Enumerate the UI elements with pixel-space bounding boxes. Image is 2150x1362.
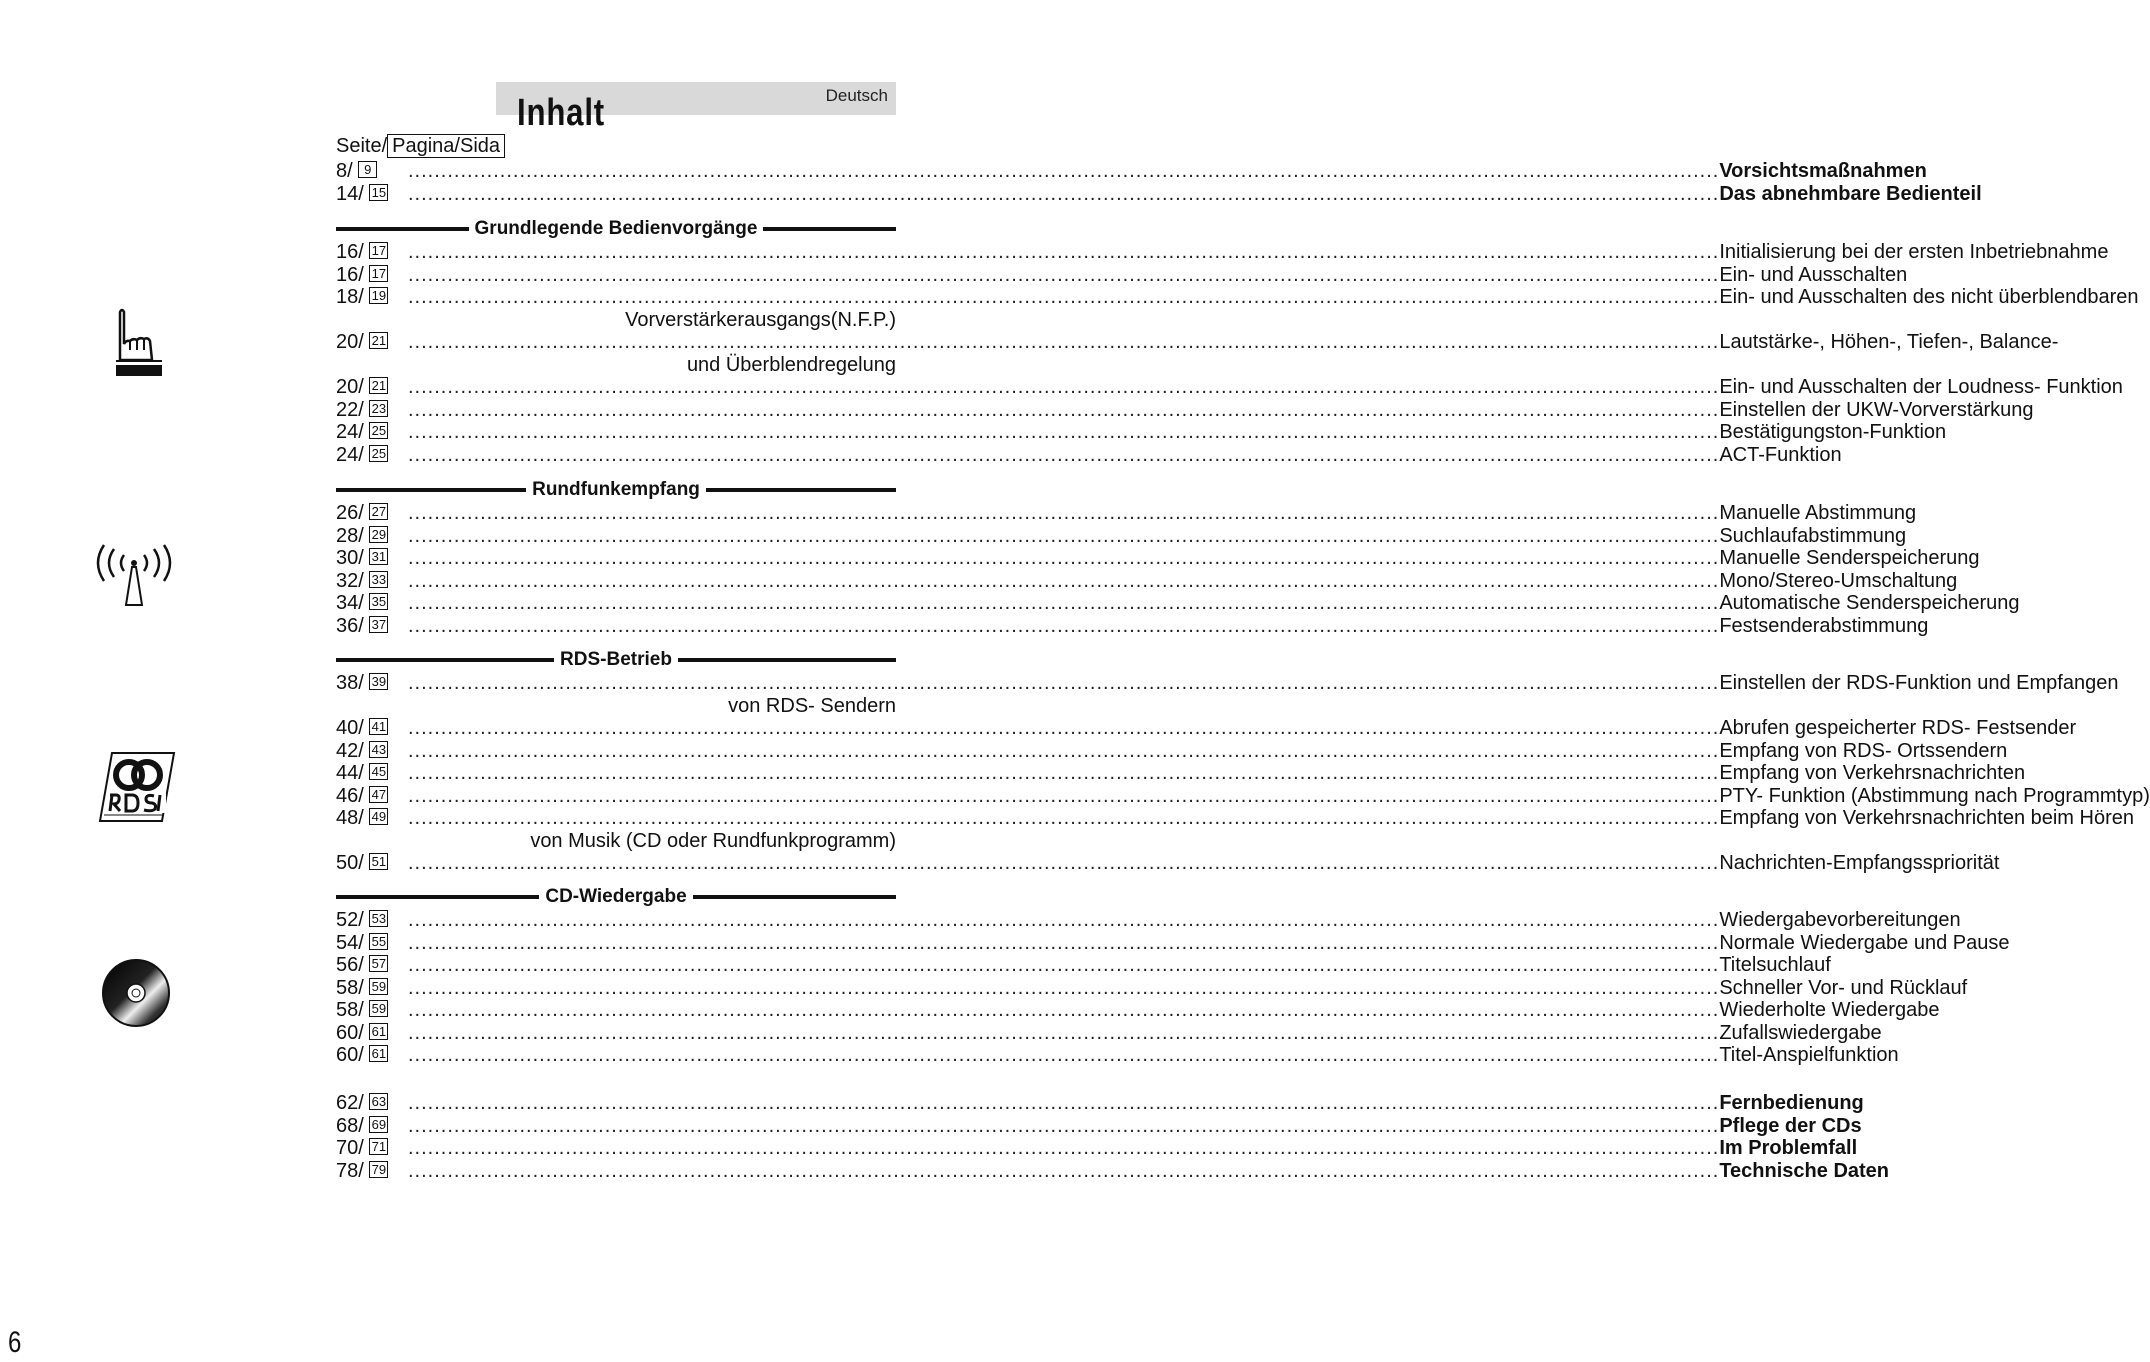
toc-page: 58/ — [336, 976, 364, 999]
toc-entry[interactable] — [336, 852, 2000, 875]
toc-title: Empfang von RDS- Ortssendern — [1719, 739, 2008, 762]
toc-page-ref — [336, 1044, 388, 1067]
toc-leader-dots: ........................................................................................................................................................................................................ — [408, 524, 1720, 547]
toc-entry[interactable] — [336, 909, 1961, 932]
toc-entry[interactable] — [336, 1159, 1890, 1183]
toc-leader-dots: ........................................................................................................................................................................................................ — [408, 1044, 1720, 1066]
toc-page: 18/ — [336, 286, 364, 308]
toc-leader-dots: ........................................................................................................................................................................................................ — [408, 717, 1720, 739]
toc-title: Das abnehmbare Bedienteil — [1719, 182, 1982, 205]
toc-title-continuation: von RDS- Sendern — [728, 694, 896, 717]
toc-entry[interactable] — [336, 160, 1927, 183]
section-heading — [336, 217, 896, 240]
toc-entry-continuation — [336, 354, 896, 377]
toc-leader-dots: ........................................................................................................................................................................................................ — [408, 182, 1720, 205]
toc-entry[interactable] — [336, 717, 2077, 740]
toc-page-ref — [336, 954, 388, 977]
toc-page-box: 27 — [369, 503, 388, 520]
toc-page: 32/ — [336, 569, 364, 592]
toc-title: Lautstärke-, Höhen-, Tiefen-, Balance- — [1719, 331, 2059, 353]
toc-page: 56/ — [336, 954, 364, 976]
toc-leader-dots: ........................................................................................................................................................................................................ — [408, 909, 1720, 931]
toc-entry-continuation — [336, 309, 896, 332]
toc-page-ref — [336, 999, 388, 1022]
toc-page: 50/ — [336, 852, 364, 874]
toc-page: 70/ — [336, 1137, 364, 1159]
page-number: 6 — [8, 1326, 22, 1359]
toc-page-ref — [336, 807, 388, 830]
toc-entry[interactable] — [336, 569, 1958, 593]
toc-entry[interactable] — [336, 807, 2134, 830]
toc-page-ref — [336, 932, 388, 955]
toc-leader-dots: ........................................................................................................................................................................................................ — [408, 286, 1720, 308]
toc-entry[interactable] — [336, 502, 1917, 525]
toc-leader-dots: ........................................................................................................................................................................................................ — [408, 672, 1720, 694]
toc-leader-dots: ........................................................................................................................................................................................................ — [408, 547, 1720, 569]
toc-title-continuation: und Überblendregelung — [686, 353, 896, 376]
toc-title: Ein- und Ausschalten des nicht überblendbaren — [1719, 286, 2139, 308]
toc-page-ref — [336, 852, 388, 875]
toc-page-box: 17 — [369, 265, 388, 282]
section-rule — [693, 895, 896, 899]
toc-page-ref — [336, 1137, 388, 1160]
toc-entry[interactable] — [336, 421, 1947, 444]
toc-page: 58/ — [336, 999, 364, 1021]
toc-title: Normale Wiedergabe und Pause — [1719, 931, 2010, 954]
toc-page-ref — [336, 762, 388, 785]
toc-page-ref — [336, 525, 388, 548]
toc-page-ref — [336, 547, 388, 570]
column-header — [336, 135, 505, 158]
toc-page-box: 39 — [369, 673, 388, 690]
section-heading — [336, 885, 896, 908]
toc-entry[interactable] — [336, 592, 2020, 615]
toc-page-ref — [336, 740, 388, 763]
toc-page-ref — [336, 592, 388, 615]
column-header-boxed: Pagina/Sida — [387, 134, 505, 158]
toc-page-box: 71 — [369, 1138, 388, 1155]
toc-page-box: 49 — [369, 808, 388, 825]
toc-leader-dots: ........................................................................................................................................................................................................ — [408, 376, 1720, 398]
toc-page-ref — [336, 286, 388, 309]
toc-page-box: 25 — [369, 445, 388, 462]
toc-title: Einstellen der RDS-Funktion und Empfangen — [1719, 672, 2119, 694]
toc-title: Im Problemfall — [1719, 1137, 1858, 1159]
section-rule — [763, 227, 896, 231]
toc-page: 46/ — [336, 784, 364, 807]
toc-page-box: 9 — [358, 161, 377, 178]
toc-entry[interactable] — [336, 443, 1842, 467]
toc-title: Ein- und Ausschalten — [1719, 263, 1908, 286]
toc-page: 38/ — [336, 672, 364, 694]
toc-entry-continuation — [336, 695, 896, 718]
toc-leader-dots: ........................................................................................................................................................................................................ — [408, 1114, 1720, 1137]
toc-leader-dots: ........................................................................................................................................................................................................ — [408, 1021, 1720, 1044]
section-rule — [336, 895, 539, 899]
toc-entry[interactable] — [336, 182, 1982, 206]
toc-title: Manuelle Senderspeicherung — [1719, 547, 1980, 569]
toc-page-box: 25 — [369, 422, 388, 439]
column-header-prefix: Seite/ — [336, 135, 388, 157]
toc-page: 52/ — [336, 909, 364, 931]
section-heading — [336, 648, 896, 671]
toc-entry[interactable] — [336, 931, 2010, 955]
toc-page-ref — [336, 1160, 388, 1183]
toc-page: 20/ — [336, 331, 364, 353]
toc-page-ref — [336, 1092, 388, 1115]
toc-entry[interactable] — [336, 614, 1929, 638]
section-rule — [336, 658, 554, 662]
toc-leader-dots: ........................................................................................................................................................................................................ — [408, 784, 1720, 807]
toc-title: Pflege der CDs — [1719, 1114, 1862, 1137]
toc-page: 36/ — [336, 614, 364, 637]
toc-page-box: 61 — [369, 1023, 388, 1040]
toc-page-ref — [336, 376, 388, 399]
toc-page-box: 63 — [369, 1093, 388, 1110]
toc-page-ref — [336, 1115, 388, 1138]
toc-title: Vorsichtsmaßnahmen — [1719, 160, 1927, 182]
toc-page: 34/ — [336, 592, 364, 614]
toc-title: Zufallswiedergabe — [1719, 1021, 1882, 1044]
toc-title: Festsenderabstimmung — [1719, 614, 1929, 637]
toc-entry[interactable] — [336, 1044, 1899, 1067]
section-rule — [336, 488, 526, 492]
toc-entry[interactable] — [336, 398, 2034, 422]
toc-leader-dots: ........................................................................................................................................................................................................ — [408, 614, 1720, 637]
toc-leader-dots: ........................................................................................................................................................................................................ — [408, 592, 1720, 614]
toc-leader-dots: ........................................................................................................................................................................................................ — [408, 398, 1720, 421]
toc-page: 16/ — [336, 263, 364, 286]
toc-entry[interactable] — [336, 331, 2059, 354]
toc-page-box: 59 — [369, 1000, 388, 1017]
toc-leader-dots: ........................................................................................................................................................................................................ — [408, 976, 1720, 999]
toc-page: 22/ — [336, 398, 364, 421]
toc-entry[interactable] — [336, 1114, 1862, 1138]
toc-page: 60/ — [336, 1044, 364, 1066]
compact-disc-icon — [101, 958, 171, 1028]
toc-title: PTY- Funktion (Abstimmung nach Programmtyp) — [1719, 784, 2150, 807]
toc-page: 28/ — [336, 524, 364, 547]
toc-leader-dots: ........................................................................................................................................................................................................ — [408, 1137, 1720, 1159]
toc-page-ref — [336, 672, 388, 695]
language-label: Deutsch — [825, 86, 888, 105]
toc-entry[interactable] — [336, 1137, 1858, 1160]
toc-entry-continuation — [336, 830, 896, 853]
antenna-icon — [96, 545, 172, 607]
toc-title: Manuelle Abstimmung — [1719, 502, 1917, 524]
toc-title: Automatische Senderspeicherung — [1719, 592, 2020, 614]
toc-title: Ein- und Ausschalten der Loudness- Funktion — [1719, 376, 2123, 398]
toc-page: 20/ — [336, 376, 364, 398]
toc-page-box: 59 — [369, 978, 388, 995]
toc-entry[interactable] — [336, 976, 1968, 1000]
toc-title: ACT-Funktion — [1719, 443, 1842, 466]
toc-page-box: 57 — [369, 955, 388, 972]
toc-page-ref — [336, 421, 388, 444]
toc-title: Schneller Vor- und Rücklauf — [1719, 976, 1968, 999]
toc-page-ref — [336, 977, 388, 1000]
toc-entry[interactable] — [336, 286, 2139, 309]
section-rule — [706, 488, 896, 492]
toc-page-ref — [336, 444, 388, 467]
toc-page: 68/ — [336, 1114, 364, 1137]
toc-entry[interactable] — [336, 762, 2026, 785]
toc-page: 40/ — [336, 717, 364, 739]
section-heading — [336, 478, 896, 501]
toc-page-box: 29 — [369, 526, 388, 543]
toc-page-box: 21 — [369, 332, 388, 349]
toc-title: Einstellen der UKW-Vorverstärkung — [1719, 398, 2034, 421]
page-title: Inhalt — [517, 92, 606, 134]
toc-leader-dots: ........................................................................................................................................................................................................ — [408, 762, 1720, 784]
toc-page-ref — [336, 264, 388, 287]
toc-title: Bestätigungston-Funktion — [1719, 421, 1947, 443]
section-title: Grundlegende Bedienvorgänge — [474, 217, 758, 239]
toc-leader-dots: ........................................................................................................................................................................................................ — [408, 569, 1720, 592]
toc-leader-dots: ........................................................................................................................................................................................................ — [408, 502, 1720, 524]
toc-page: 78/ — [336, 1159, 364, 1182]
toc-entry[interactable] — [336, 672, 2119, 695]
toc-leader-dots: ........................................................................................................................................................................................................ — [408, 160, 1720, 182]
toc-leader-dots: ........................................................................................................................................................................................................ — [408, 1159, 1720, 1182]
rds-eon-logo-icon — [100, 753, 174, 821]
section-title: CD-Wiedergabe — [545, 885, 687, 907]
toc-page: 30/ — [336, 547, 364, 569]
toc-entry[interactable] — [336, 999, 1940, 1022]
toc-entry[interactable] — [336, 241, 2109, 264]
toc-leader-dots: ........................................................................................................................................................................................................ — [408, 999, 1720, 1021]
toc-leader-dots: ........................................................................................................................................................................................................ — [408, 263, 1720, 286]
toc-page: 26/ — [336, 502, 364, 524]
toc-title: Wiederholte Wiedergabe — [1719, 999, 1940, 1021]
toc-entry[interactable] — [336, 524, 1907, 548]
toc-title: Wiedergabevorbereitungen — [1719, 909, 1961, 931]
toc-page: 42/ — [336, 739, 364, 762]
toc-entry[interactable] — [336, 1092, 1864, 1115]
toc-page-ref — [336, 615, 388, 638]
toc-entry[interactable] — [336, 263, 1908, 287]
toc-entry[interactable] — [336, 739, 2008, 763]
toc-page-ref — [336, 241, 388, 264]
toc-page: 54/ — [336, 931, 364, 954]
toc-page-ref — [336, 717, 388, 740]
toc-title: Empfang von Verkehrsnachrichten beim Hören — [1719, 807, 2134, 829]
toc-leader-dots: ........................................................................................................................................................................................................ — [408, 331, 1720, 353]
toc-entry[interactable] — [336, 376, 2123, 399]
toc-title: Initialisierung bei der ersten Inbetriebnahme — [1719, 241, 2109, 263]
toc-title: Nachrichten-Empfangsspriorität — [1719, 852, 2000, 874]
toc-page-box: 35 — [369, 593, 388, 610]
toc-page-box: 45 — [369, 763, 388, 780]
toc-page-box: 47 — [369, 786, 388, 803]
toc-entry[interactable] — [336, 1021, 1882, 1045]
hand-pointer-icon — [112, 308, 166, 378]
toc-page: 48/ — [336, 807, 364, 829]
toc-page-ref — [336, 502, 388, 525]
toc-entry[interactable] — [336, 784, 2150, 808]
toc-page: 60/ — [336, 1021, 364, 1044]
toc-page-ref — [336, 399, 388, 422]
toc-page-ref — [336, 160, 377, 183]
toc-page: 24/ — [336, 443, 364, 466]
toc-page-ref — [336, 183, 388, 206]
toc-page-box: 19 — [369, 287, 388, 304]
toc-page: 44/ — [336, 762, 364, 784]
toc-page-ref — [336, 1022, 388, 1045]
toc-page-ref — [336, 570, 388, 593]
toc-page-box: 21 — [369, 377, 388, 394]
toc-page: 14/ — [336, 182, 364, 205]
toc-page-box: 55 — [369, 933, 388, 950]
toc-leader-dots: ........................................................................................................................................................................................................ — [408, 739, 1720, 762]
toc-page-ref — [336, 785, 388, 808]
toc-title: Abrufen gespeicherter RDS- Festsender — [1719, 717, 2077, 739]
toc-leader-dots: ........................................................................................................................................................................................................ — [408, 241, 1720, 263]
toc-page-box: 37 — [369, 616, 388, 633]
toc-page-ref — [336, 331, 388, 354]
toc-page: 24/ — [336, 421, 364, 443]
toc-page-box: 51 — [369, 853, 388, 870]
toc-title: Empfang von Verkehrsnachrichten — [1719, 762, 2026, 784]
toc-title-continuation: von Musik (CD oder Rundfunkprogramm) — [530, 829, 896, 852]
toc-page: 16/ — [336, 241, 364, 263]
toc-entry[interactable] — [336, 954, 1831, 977]
toc-entry[interactable] — [336, 547, 1980, 570]
toc-page-box: 31 — [369, 548, 388, 565]
toc-title: Mono/Stereo-Umschaltung — [1719, 569, 1958, 592]
toc-page-box: 23 — [369, 400, 388, 417]
toc-title: Suchlaufabstimmung — [1719, 524, 1907, 547]
section-title: Rundfunkempfang — [532, 478, 700, 500]
toc-page-box: 53 — [369, 910, 388, 927]
toc-page-box: 33 — [369, 571, 388, 588]
toc-title-continuation: Vorverstärkerausgangs(N.F.P.) — [625, 308, 896, 331]
toc-page-box: 61 — [369, 1045, 388, 1062]
toc-title: Fernbedienung — [1719, 1092, 1864, 1114]
toc-title: Technische Daten — [1719, 1159, 1890, 1182]
toc-page-box: 41 — [369, 718, 388, 735]
toc-leader-dots: ........................................................................................................................................................................................................ — [408, 931, 1720, 954]
toc-page-box: 79 — [369, 1161, 388, 1178]
toc-leader-dots: ........................................................................................................................................................................................................ — [408, 1092, 1720, 1114]
toc-page: 8/ — [336, 160, 353, 182]
section-rule — [678, 658, 896, 662]
section-rule — [336, 227, 469, 231]
toc-page-box: 43 — [369, 741, 388, 758]
toc-leader-dots: ........................................................................................................................................................................................................ — [408, 807, 1720, 829]
toc-page-ref — [336, 909, 388, 932]
toc-leader-dots: ........................................................................................................................................................................................................ — [408, 443, 1720, 466]
toc-title: Titelsuchlauf — [1719, 954, 1831, 976]
toc-page: 62/ — [336, 1092, 364, 1114]
toc-leader-dots: ........................................................................................................................................................................................................ — [408, 421, 1720, 443]
toc-page-box: 69 — [369, 1116, 388, 1133]
toc-leader-dots: ........................................................................................................................................................................................................ — [408, 852, 1720, 874]
toc-page-box: 15 — [369, 184, 388, 201]
section-title: RDS-Betrieb — [560, 648, 672, 670]
toc-title: Titel-Anspielfunktion — [1719, 1044, 1899, 1066]
toc-page-box: 17 — [369, 242, 388, 259]
toc-leader-dots: ........................................................................................................................................................................................................ — [408, 954, 1720, 976]
